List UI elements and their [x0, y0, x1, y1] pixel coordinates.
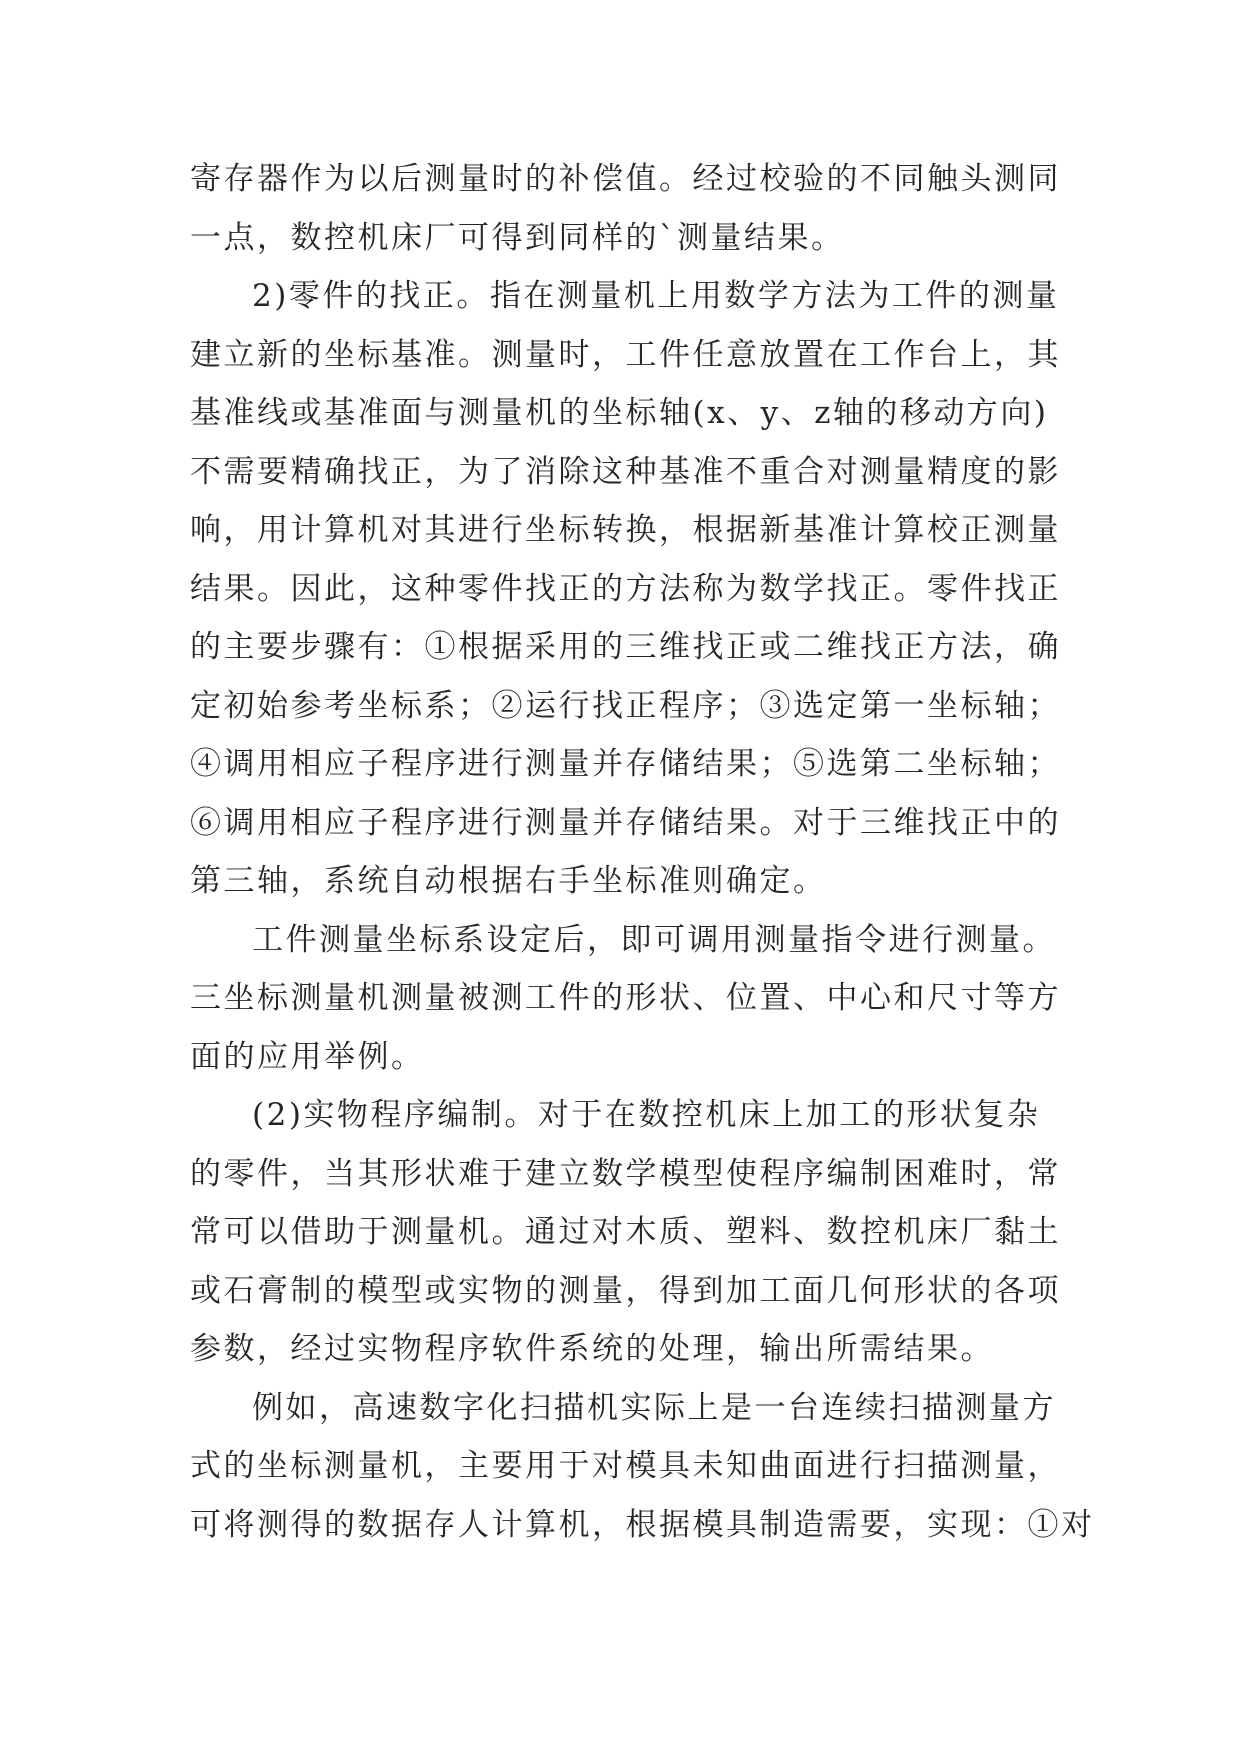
- text-line: 例如，高速数字化扫描机实际上是一台连续扫描测量方: [252, 1389, 1056, 1426]
- text-line: 式的坐标测量机，主要用于对模具未知曲面进行扫描测量，: [190, 1448, 1061, 1484]
- text-line: 结果。因此，这种零件找正的方法称为数学找正。零件找正: [190, 570, 1061, 607]
- text-line: 基准线或基准面与测量机的坐标轴(x、y、z轴的移动方向): [190, 395, 1049, 431]
- text-line: (2)实物程序编制。对于在数控机床上加工的形状复杂: [252, 1097, 1041, 1133]
- text-line: 定初始参考坐标系；②运行找正程序；③选定第一坐标轴；: [190, 687, 1061, 724]
- text-line: 2)零件的找正。指在测量机上用数学方法为工件的测量: [252, 278, 1060, 314]
- text-line: 的主要步骤有：①根据采用的三维找正或二维找正方法，确: [190, 629, 1061, 665]
- text-line: 参数，经过实物程序软件系统的处理，输出所需结果。: [190, 1331, 994, 1367]
- text-line: 第三轴，系统自动根据右手坐标准则确定。: [190, 863, 827, 899]
- text-line: 响，用计算机对其进行坐标转换，根据新基准计算校正测量: [190, 512, 1061, 548]
- body-text: [190, 150, 1095, 1554]
- text-line: 不需要精确找正，为了消除这种基准不重合对测量精度的影: [190, 453, 1061, 490]
- text-line: 面的应用举例。: [190, 1038, 425, 1075]
- text-line: 或石膏制的模型或实物的测量，得到加工面几何形状的各项: [190, 1272, 1061, 1309]
- text-line: 的零件，当其形状难于建立数学模型使程序编制困难时，常: [190, 1155, 1061, 1192]
- text-line: ⑥调用相应子程序进行测量并存储结果。对于三维找正中的: [190, 804, 1061, 841]
- text-line: 三坐标测量机测量被测工件的形状、位置、中心和尺寸等方: [190, 980, 1061, 1016]
- text-line: 一点，数控机床厂可得到同样的`测量结果。: [190, 219, 845, 256]
- text-line: ④调用相应子程序进行测量并存储结果；⑤选第二坐标轴；: [190, 746, 1061, 782]
- text-line: 工件测量坐标系设定后，即可调用测量指令进行测量。: [252, 921, 1056, 958]
- text-line: 常可以借助于测量机。通过对木质、塑料、数控机床厂黏土: [190, 1214, 1061, 1250]
- text-line: 建立新的坐标基准。测量时，工件任意放置在工作台上，其: [190, 336, 1061, 373]
- text-line: 可将测得的数据存人计算机，根据模具制造需要，实现：①对: [190, 1506, 1095, 1543]
- text-line: 寄存器作为以后测量时的补偿值。经过校验的不同触头测同: [190, 161, 1061, 197]
